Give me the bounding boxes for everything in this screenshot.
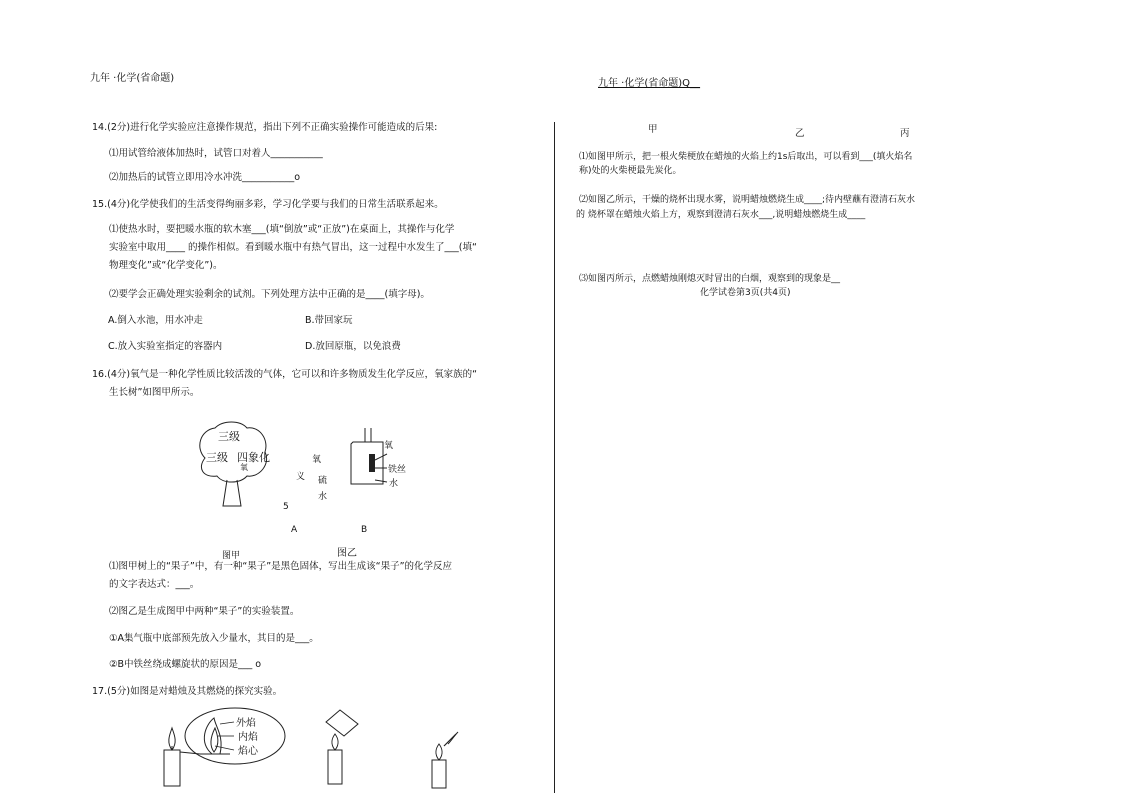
candle-figures bbox=[160, 706, 460, 793]
right-label-yi: 乙 bbox=[795, 128, 805, 139]
q15-option-a: A.倒入水池，用水冲走 bbox=[108, 315, 203, 326]
caption-figure-yi: 图乙 bbox=[337, 548, 357, 559]
q15-option-c: C.放入实验室指定的容器内 bbox=[108, 341, 223, 352]
q16-part2-a: ①A集气瓶中底部预先放入少量水，其目的是___。 bbox=[109, 633, 319, 644]
q16-part1-line2: 的文字表达式：___。 bbox=[109, 579, 200, 590]
q17-title: 17.(5分)如图是对蜡烛及其燃烧的探究实验。 bbox=[92, 686, 283, 697]
column-divider bbox=[554, 122, 555, 793]
q15-part2: ⑵要学会正确处理实验剩余的试剂。下列处理方法中正确的是____(填字母)。 bbox=[109, 289, 430, 300]
tree-label-2: 三级 bbox=[206, 451, 228, 464]
header-left: 九年 ·化学(省命题) bbox=[90, 73, 175, 84]
fig-mid-label-3: 硫 bbox=[318, 476, 328, 486]
bottle-label-oxygen: 氧 bbox=[384, 441, 394, 451]
q14-item-1: ⑴用试管给液体加热时，试管口对着人___________ bbox=[109, 148, 323, 159]
bottle-label-iron-wire: 铁丝 bbox=[388, 465, 407, 475]
q16-part2: ⑵图乙是生成图甲中两种“果子”的实验装置。 bbox=[109, 606, 300, 617]
fig-mid-label-2: 义 bbox=[296, 472, 306, 482]
q14-item-2: ⑵加热后的试管立即用冷水冲洗___________o bbox=[109, 172, 301, 183]
q17-part2-line1: ⑵如图乙所示，干燥的烧杯出现水雾，说明蜡烛燃烧生成____;待内壁蘸有澄清石灰水 bbox=[579, 195, 916, 205]
gas-bottle-figure bbox=[345, 428, 415, 490]
fig-mid-label-4: 水 bbox=[318, 492, 328, 502]
q15-option-b: B.带回家玩 bbox=[305, 315, 353, 326]
q15-part1-line2: 实验室中取用____ 的操作相似。看到暖水瓶中有热气冒出，这一过程中水发生了___(填“ bbox=[109, 242, 477, 253]
q15-title: 15.(4分)化学使我们的生活变得绚丽多彩，学习化学要与我们的日常生活联系起来。 bbox=[92, 199, 444, 210]
q15-part1-line3: 物理变化”或“化学变化”)。 bbox=[109, 260, 223, 271]
header-right: 九年 ·化学(省命题)Q__ bbox=[598, 78, 701, 89]
q16-title-line2: 生长树”如图甲所示。 bbox=[109, 387, 200, 398]
fig-mid-label-5: 5 bbox=[283, 502, 289, 512]
q17-part1-line1: ⑴如图甲所示，把一根火柴梗放在蜡烛的火焰上约1s后取出，可以看到___(填火焰名 bbox=[579, 152, 913, 162]
caption-figure-jia: 图甲 bbox=[222, 551, 241, 561]
flame-label-outer: 外焰 bbox=[236, 718, 256, 729]
right-label-bing: 丙 bbox=[900, 128, 910, 139]
tree-label-1: 三级 bbox=[218, 430, 240, 443]
fig-mid-label-1: 氧 bbox=[312, 455, 322, 465]
fig-label-b: B bbox=[361, 525, 368, 535]
q16-part1-line1: ⑴图甲树上的“果子”中，有一种“果子”是黑色固体，写出生成该“果子”的化学反应 bbox=[109, 561, 453, 572]
q17-part1-line2: 称)处的火柴梗最先炭化。 bbox=[579, 166, 682, 176]
right-label-jia: 甲 bbox=[648, 124, 658, 135]
tree-label-4: 氧 bbox=[240, 463, 248, 472]
q17-part3: ⑶如图丙所示，点燃蜡烛刚熄灭时冒出的白烟，观察到的现象是__ bbox=[579, 274, 841, 284]
q15-option-d: D.放回原瓶，以免浪费 bbox=[305, 341, 401, 352]
q14-title: 14.(2分)进行化学实验应注意操作规范，指出下列不正确实验操作可能造成的后果: bbox=[92, 122, 438, 133]
flame-label-core: 焰心 bbox=[238, 746, 258, 757]
page-footer: 化学试卷第3页(共4页) bbox=[700, 288, 791, 298]
q17-part2-line2: 的 烧杯罩在蜡烛火焰上方，观察到澄清石灰水___,说明蜡烛燃烧生成____ bbox=[576, 210, 866, 220]
q16-part2-b: ②B中铁丝绕成螺旋状的原因是___ o bbox=[109, 659, 262, 670]
q15-part1-line1: ⑴使热水时，要把暖水瓶的软木塞___(填“倒放”或“正放”)在桌面上，其操作与化学 bbox=[109, 224, 455, 235]
q16-title-line1: 16.(4分)氧气是一种化学性质比较活泼的气体，它可以和许多物质发生化学反应，氧家族的“ bbox=[92, 369, 477, 380]
tree-label-3: 四象化 bbox=[237, 451, 270, 464]
bottle-label-water: 水 bbox=[389, 479, 399, 489]
flame-label-inner: 内焰 bbox=[238, 732, 258, 743]
fig-label-a: A bbox=[291, 525, 298, 535]
